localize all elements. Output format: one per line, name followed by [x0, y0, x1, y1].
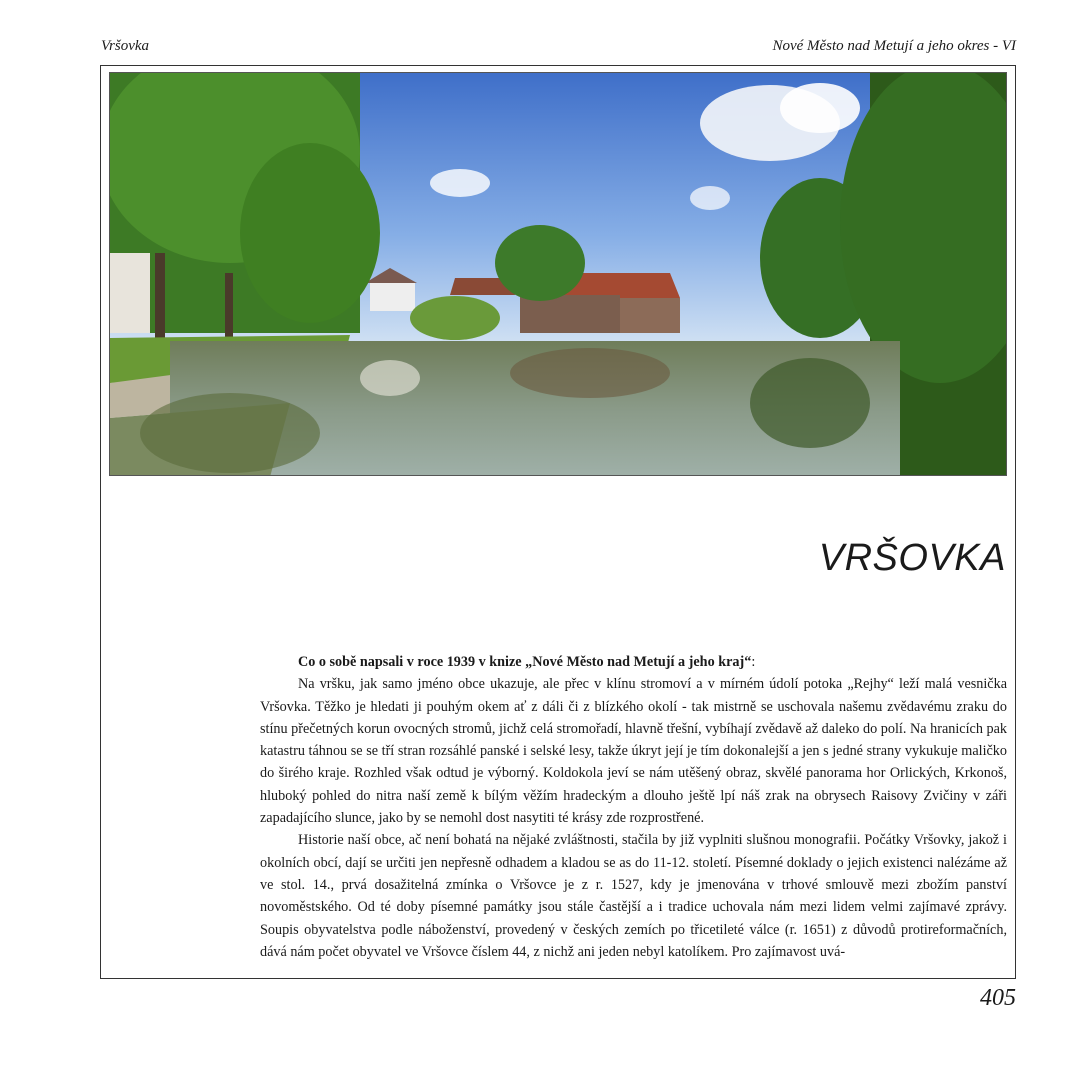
running-header-left: Vršovka: [101, 38, 150, 54]
article-title: VRŠOVKA: [818, 537, 1006, 579]
lead-source: Co o sobě napsali v roce 1939 v knize „Nové Město nad Metují a jeho kraj“: [298, 654, 752, 670]
page-number: 405: [980, 985, 1016, 1011]
running-header-right: Nové Město nad Metují a jeho okres - VI: [772, 38, 1016, 54]
lead-paragraph: [260, 651, 1007, 673]
paragraph-1: Na vršku, jak samo jméno obce ukazuje, ale přec v klínu stromoví a v mírném údolí potoka „Rejhy“ leží malá vesnička Vršovka. Těžko je hledati ji pouhým okem ať z dáli či z blízkého okolí - tak mistrně se uschovala našemu zvědavému zraku do stínu přečetných korun ovocných stromů, jichž celá stromořadí, hlavně třešní, vybíhají zvědavě až daleko do polí. Na hranicích pak katastru táhnou se se tří stran rozsáhlé panské i selské lesy, takže úkryt její je tím dokonalejší a jen s jedné strany vykukuje maličko do širého kraje. Rozhled však odtud je výborný. Koldokola jeví se nám utěšený obraz, skvělé panorama hor Orlických, Krkonoš, hluboký pohled do nitra naší země k bílým věžím hradeckým a dlouho ještě lpí náš zrak na obrysech Raisovy Zvičiny v záři zapadajícího slunce, jako by se nemohl dost nasytiti té krásy zde rozprostřené.: [260, 676, 1007, 827]
lead-colon: :: [751, 654, 756, 670]
paragraph-2: Historie naší obce, ač není bohatá na nějaké zvláštnosti, stačila by již vyplniti slušnou monografii. Počátky Vršovky, jakož i okolních obcí, dají se určiti jen nepřesně odhadem a kladou se as do 11-12. století. Písemné doklady o jejich existenci nalézáme až ve stol. 14., prvá dosažitelná zmínka o Vršovce je z r. 1527, kdy je jmenována v trhové smlouvě mezi zbožím panství novoměstského. Od té doby písemné památky jsou stále častější a i tradice uchovala nám mezi lidem velmi zajímavé zprávy. Soupis obyvatelstva podle náboženství, provedený v českých zemích po třicetileté válce (r. 1651) z důvodů protireformačních, dává nám počet obyvatel ve Vršovce číslem 44, z nichž ani jeden nebyl katolíkem. Pro zajímavost uvá-: [260, 832, 1007, 960]
village-pond-photo: [109, 72, 1007, 476]
article-body: [260, 651, 1007, 963]
